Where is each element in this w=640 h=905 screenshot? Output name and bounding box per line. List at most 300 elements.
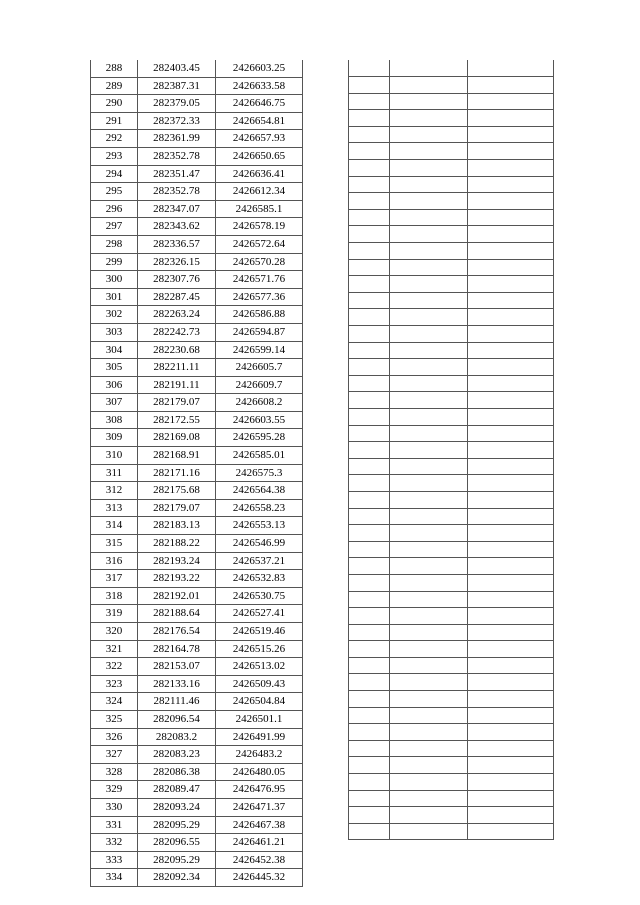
empty-table-row (349, 326, 554, 343)
x-coordinate-cell: 282176.54 (138, 623, 216, 641)
empty-cell (468, 193, 554, 210)
empty-cell (390, 276, 468, 293)
empty-table-row (349, 408, 554, 425)
x-coordinate-cell: 282169.08 (138, 429, 216, 447)
empty-table-row (349, 60, 554, 77)
y-coordinate-cell: 2426599.14 (216, 341, 303, 359)
point-number-cell: 321 (91, 640, 138, 658)
y-coordinate-cell: 2426467.38 (216, 816, 303, 834)
empty-cell (349, 674, 390, 691)
point-number-cell: 288 (91, 60, 138, 77)
empty-cell (390, 641, 468, 658)
table-row (91, 675, 303, 693)
y-coordinate-cell: 2426501.1 (216, 710, 303, 728)
empty-cell (390, 724, 468, 741)
empty-table-row (349, 176, 554, 193)
point-number-cell: 315 (91, 535, 138, 553)
empty-cell (349, 425, 390, 442)
y-coordinate-cell: 2426654.81 (216, 112, 303, 130)
x-coordinate-cell: 282343.62 (138, 218, 216, 236)
point-number-cell: 313 (91, 499, 138, 517)
empty-cell (390, 774, 468, 791)
empty-table-row (349, 143, 554, 160)
empty-cell (349, 292, 390, 309)
empty-cell (349, 259, 390, 276)
empty-cell (468, 259, 554, 276)
empty-cell (390, 226, 468, 243)
y-coordinate-cell: 2426445.32 (216, 869, 303, 887)
empty-cell (468, 790, 554, 807)
point-number-cell: 334 (91, 869, 138, 887)
table-row (91, 411, 303, 429)
table-row (91, 640, 303, 658)
empty-cell (349, 143, 390, 160)
y-coordinate-cell: 2426633.58 (216, 77, 303, 95)
point-number-cell: 304 (91, 341, 138, 359)
empty-table-row (349, 674, 554, 691)
empty-cell (468, 326, 554, 343)
table-row (91, 447, 303, 465)
table-row (91, 623, 303, 641)
empty-cell (468, 458, 554, 475)
point-number-cell: 326 (91, 728, 138, 746)
empty-cell (390, 740, 468, 757)
empty-cell (349, 757, 390, 774)
point-number-cell: 329 (91, 781, 138, 799)
point-number-cell: 298 (91, 235, 138, 253)
point-number-cell: 308 (91, 411, 138, 429)
empty-table-row (349, 375, 554, 392)
point-number-cell: 332 (91, 834, 138, 852)
x-coordinate-cell: 282403.45 (138, 60, 216, 77)
empty-cell (349, 375, 390, 392)
table-row (91, 552, 303, 570)
empty-table-row (349, 342, 554, 359)
x-coordinate-cell: 282093.24 (138, 798, 216, 816)
empty-cell (468, 77, 554, 94)
empty-cell (390, 790, 468, 807)
y-coordinate-cell: 2426603.25 (216, 60, 303, 77)
x-coordinate-cell: 282347.07 (138, 200, 216, 218)
point-number-cell: 292 (91, 130, 138, 148)
empty-cell (349, 77, 390, 94)
empty-cell (390, 558, 468, 575)
empty-table-row (349, 807, 554, 824)
empty-table-row (349, 541, 554, 558)
x-coordinate-cell: 282092.34 (138, 869, 216, 887)
empty-cell (390, 259, 468, 276)
empty-table-row (349, 392, 554, 409)
y-coordinate-cell: 2426594.87 (216, 323, 303, 341)
empty-cell (349, 657, 390, 674)
empty-cell (349, 342, 390, 359)
table-row (91, 781, 303, 799)
point-number-cell: 331 (91, 816, 138, 834)
empty-cell (468, 541, 554, 558)
empty-cell (390, 243, 468, 260)
x-coordinate-cell: 282387.31 (138, 77, 216, 95)
table-row (91, 147, 303, 165)
point-number-cell: 327 (91, 746, 138, 764)
table-row (91, 710, 303, 728)
empty-cell (390, 757, 468, 774)
empty-cell (468, 276, 554, 293)
x-coordinate-cell: 282083.2 (138, 728, 216, 746)
point-number-cell: 324 (91, 693, 138, 711)
point-number-cell: 333 (91, 851, 138, 869)
x-coordinate-cell: 282211.11 (138, 359, 216, 377)
x-coordinate-cell: 282095.29 (138, 816, 216, 834)
coordinate-table (90, 60, 303, 887)
x-coordinate-cell: 282083.23 (138, 746, 216, 764)
empty-table-row (349, 624, 554, 641)
empty-cell (468, 375, 554, 392)
x-coordinate-cell: 282168.91 (138, 447, 216, 465)
table-row (91, 605, 303, 623)
empty-cell (349, 276, 390, 293)
empty-cell (390, 160, 468, 177)
empty-cell (390, 624, 468, 641)
empty-cell (390, 326, 468, 343)
empty-cell (349, 126, 390, 143)
empty-table-row (349, 591, 554, 608)
point-number-cell: 299 (91, 253, 138, 271)
empty-cell (390, 541, 468, 558)
empty-cell (468, 359, 554, 376)
y-coordinate-cell: 2426509.43 (216, 675, 303, 693)
table-row (91, 834, 303, 852)
table-row (91, 482, 303, 500)
empty-cell (349, 508, 390, 525)
empty-cell (349, 641, 390, 658)
empty-table-row (349, 691, 554, 708)
y-coordinate-cell: 2426585.1 (216, 200, 303, 218)
y-coordinate-cell: 2426537.21 (216, 552, 303, 570)
empty-cell (468, 226, 554, 243)
empty-cell (349, 525, 390, 542)
empty-cell (349, 442, 390, 459)
table-row (91, 798, 303, 816)
empty-cell (349, 193, 390, 210)
empty-table-row (349, 309, 554, 326)
empty-table-row (349, 657, 554, 674)
table-row (91, 464, 303, 482)
empty-cell (349, 160, 390, 177)
empty-table-row (349, 425, 554, 442)
x-coordinate-cell: 282096.54 (138, 710, 216, 728)
coordinate-table-body (91, 60, 303, 886)
empty-cell (468, 342, 554, 359)
point-number-cell: 303 (91, 323, 138, 341)
empty-table-row (349, 740, 554, 757)
empty-cell (390, 674, 468, 691)
y-coordinate-cell: 2426605.7 (216, 359, 303, 377)
table-row (91, 359, 303, 377)
point-number-cell: 322 (91, 658, 138, 676)
empty-table-row (349, 790, 554, 807)
x-coordinate-cell: 282172.55 (138, 411, 216, 429)
empty-cell (349, 458, 390, 475)
empty-table-row (349, 574, 554, 591)
y-coordinate-cell: 2426577.36 (216, 288, 303, 306)
y-coordinate-cell: 2426461.21 (216, 834, 303, 852)
table-row (91, 376, 303, 394)
empty-cell (390, 126, 468, 143)
empty-cell (390, 657, 468, 674)
empty-table-row (349, 193, 554, 210)
empty-table-row (349, 226, 554, 243)
y-coordinate-cell: 2426575.3 (216, 464, 303, 482)
empty-cell (468, 608, 554, 625)
empty-cell (468, 408, 554, 425)
empty-cell (349, 740, 390, 757)
x-coordinate-cell: 282188.64 (138, 605, 216, 623)
y-coordinate-cell: 2426609.7 (216, 376, 303, 394)
empty-table-row (349, 209, 554, 226)
empty-table-row (349, 508, 554, 525)
empty-cell (349, 558, 390, 575)
empty-cell (349, 790, 390, 807)
point-number-cell: 318 (91, 587, 138, 605)
empty-table-row (349, 110, 554, 127)
empty-cell (468, 807, 554, 824)
empty-cell (349, 326, 390, 343)
table-row (91, 763, 303, 781)
point-number-cell: 302 (91, 306, 138, 324)
empty-cell (390, 392, 468, 409)
empty-table-row (349, 458, 554, 475)
x-coordinate-cell: 282336.57 (138, 235, 216, 253)
empty-cell (349, 243, 390, 260)
table-row (91, 693, 303, 711)
empty-cell (468, 624, 554, 641)
empty-coordinate-table (348, 60, 554, 840)
table-row (91, 499, 303, 517)
empty-table-row (349, 525, 554, 542)
point-number-cell: 325 (91, 710, 138, 728)
empty-table-row (349, 608, 554, 625)
y-coordinate-cell: 2426504.84 (216, 693, 303, 711)
x-coordinate-cell: 282164.78 (138, 640, 216, 658)
empty-cell (468, 657, 554, 674)
empty-cell (468, 176, 554, 193)
table-row (91, 658, 303, 676)
table-row (91, 535, 303, 553)
table-row (91, 869, 303, 887)
point-number-cell: 319 (91, 605, 138, 623)
y-coordinate-cell: 2426612.34 (216, 183, 303, 201)
y-coordinate-cell: 2426553.13 (216, 517, 303, 535)
empty-cell (390, 458, 468, 475)
point-number-cell: 293 (91, 147, 138, 165)
x-coordinate-cell: 282351.47 (138, 165, 216, 183)
empty-cell (349, 774, 390, 791)
point-number-cell: 323 (91, 675, 138, 693)
y-coordinate-cell: 2426570.28 (216, 253, 303, 271)
empty-cell (390, 525, 468, 542)
table-row (91, 288, 303, 306)
x-coordinate-cell: 282361.99 (138, 130, 216, 148)
empty-cell (390, 591, 468, 608)
empty-cell (468, 574, 554, 591)
empty-cell (349, 574, 390, 591)
empty-cell (390, 110, 468, 127)
x-coordinate-cell: 282352.78 (138, 147, 216, 165)
empty-cell (349, 226, 390, 243)
y-coordinate-cell: 2426483.2 (216, 746, 303, 764)
empty-cell (390, 209, 468, 226)
empty-cell (468, 143, 554, 160)
empty-table-row (349, 160, 554, 177)
empty-table-row (349, 77, 554, 94)
empty-cell (390, 176, 468, 193)
empty-cell (390, 60, 468, 77)
table-row (91, 394, 303, 412)
empty-cell (468, 292, 554, 309)
table-row (91, 253, 303, 271)
point-number-cell: 311 (91, 464, 138, 482)
x-coordinate-cell: 282111.46 (138, 693, 216, 711)
x-coordinate-cell: 282188.22 (138, 535, 216, 553)
y-coordinate-cell: 2426603.55 (216, 411, 303, 429)
empty-cell (468, 591, 554, 608)
empty-cell (390, 143, 468, 160)
empty-cell (390, 375, 468, 392)
empty-cell (390, 342, 468, 359)
empty-cell (468, 243, 554, 260)
empty-table-row (349, 243, 554, 260)
point-number-cell: 330 (91, 798, 138, 816)
empty-table-row (349, 724, 554, 741)
table-row (91, 77, 303, 95)
empty-cell (468, 558, 554, 575)
point-number-cell: 312 (91, 482, 138, 500)
y-coordinate-cell: 2426608.2 (216, 394, 303, 412)
table-row (91, 816, 303, 834)
point-number-cell: 328 (91, 763, 138, 781)
point-number-cell: 305 (91, 359, 138, 377)
empty-table-row (349, 276, 554, 293)
empty-cell (390, 93, 468, 110)
empty-cell (390, 574, 468, 591)
empty-table-row (349, 93, 554, 110)
x-coordinate-cell: 282171.16 (138, 464, 216, 482)
point-number-cell: 297 (91, 218, 138, 236)
point-number-cell: 310 (91, 447, 138, 465)
point-number-cell: 307 (91, 394, 138, 412)
empty-cell (468, 774, 554, 791)
empty-cell (390, 807, 468, 824)
y-coordinate-cell: 2426530.75 (216, 587, 303, 605)
empty-cell (390, 491, 468, 508)
empty-cell (390, 823, 468, 840)
empty-cell (468, 160, 554, 177)
y-coordinate-cell: 2426636.41 (216, 165, 303, 183)
empty-cell (349, 541, 390, 558)
y-coordinate-cell: 2426657.93 (216, 130, 303, 148)
empty-cell (349, 724, 390, 741)
empty-cell (349, 176, 390, 193)
table-row (91, 165, 303, 183)
empty-cell (349, 608, 390, 625)
x-coordinate-cell: 282379.05 (138, 95, 216, 113)
empty-cell (468, 525, 554, 542)
table-row (91, 341, 303, 359)
empty-table-row (349, 491, 554, 508)
point-number-cell: 290 (91, 95, 138, 113)
y-coordinate-cell: 2426452.38 (216, 851, 303, 869)
empty-cell (349, 408, 390, 425)
y-coordinate-cell: 2426650.65 (216, 147, 303, 165)
empty-table-row (349, 475, 554, 492)
x-coordinate-cell: 282263.24 (138, 306, 216, 324)
empty-cell (349, 491, 390, 508)
empty-cell (390, 475, 468, 492)
y-coordinate-cell: 2426595.28 (216, 429, 303, 447)
empty-cell (349, 591, 390, 608)
empty-table-row (349, 707, 554, 724)
x-coordinate-cell: 282326.15 (138, 253, 216, 271)
x-coordinate-cell: 282287.45 (138, 288, 216, 306)
table-row (91, 429, 303, 447)
empty-cell (468, 93, 554, 110)
empty-cell (468, 757, 554, 774)
empty-cell (468, 724, 554, 741)
empty-cell (349, 624, 390, 641)
empty-table-row (349, 757, 554, 774)
table-row (91, 130, 303, 148)
empty-table-row (349, 774, 554, 791)
point-number-cell: 300 (91, 271, 138, 289)
y-coordinate-cell: 2426527.41 (216, 605, 303, 623)
x-coordinate-cell: 282183.13 (138, 517, 216, 535)
table-row (91, 587, 303, 605)
y-coordinate-cell: 2426572.64 (216, 235, 303, 253)
x-coordinate-cell: 282086.38 (138, 763, 216, 781)
x-coordinate-cell: 282095.29 (138, 851, 216, 869)
point-number-cell: 306 (91, 376, 138, 394)
table-row (91, 851, 303, 869)
empty-cell (349, 60, 390, 77)
table-row (91, 183, 303, 201)
table-row (91, 306, 303, 324)
x-coordinate-cell: 282193.22 (138, 570, 216, 588)
empty-cell (390, 442, 468, 459)
empty-cell (468, 508, 554, 525)
empty-cell (468, 674, 554, 691)
empty-cell (349, 93, 390, 110)
empty-cell (468, 475, 554, 492)
x-coordinate-cell: 282179.07 (138, 394, 216, 412)
empty-cell (349, 707, 390, 724)
empty-cell (468, 491, 554, 508)
table-row (91, 235, 303, 253)
empty-table-row (349, 292, 554, 309)
y-coordinate-cell: 2426646.75 (216, 95, 303, 113)
table-row (91, 517, 303, 535)
empty-cell (468, 209, 554, 226)
empty-table-row (349, 823, 554, 840)
empty-cell (468, 641, 554, 658)
y-coordinate-cell: 2426513.02 (216, 658, 303, 676)
x-coordinate-cell: 282372.33 (138, 112, 216, 130)
y-coordinate-cell: 2426578.19 (216, 218, 303, 236)
x-coordinate-cell: 282230.68 (138, 341, 216, 359)
empty-cell (349, 110, 390, 127)
point-number-cell: 295 (91, 183, 138, 201)
empty-table-row (349, 259, 554, 276)
x-coordinate-cell: 282133.16 (138, 675, 216, 693)
